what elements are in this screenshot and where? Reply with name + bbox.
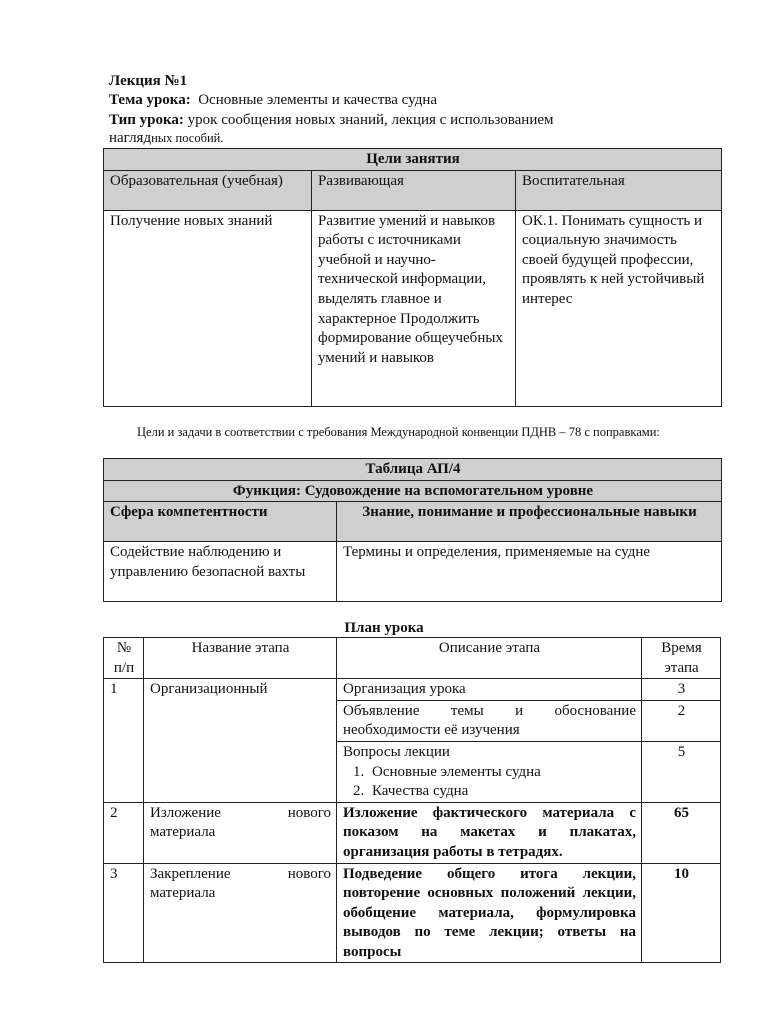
lecture-questions-label: Вопросы лекции bbox=[343, 743, 450, 760]
ap-table-title: Таблица АП/4 bbox=[104, 459, 722, 481]
plan-col-time: Время этапа bbox=[642, 638, 721, 679]
plan-row-1-stage: Организационный bbox=[144, 679, 337, 803]
plan-title: План урока bbox=[344, 620, 424, 636]
topic-text: Основные элементы и качества судна bbox=[198, 92, 438, 108]
goals-cell-developing: Развитие умений и навыков работы с источниками учебной и научно-технической информации, выделять главное и характерное Продолжить формирование общеучебных умений и навыков bbox=[312, 210, 516, 406]
type-line-2 bbox=[109, 129, 223, 147]
table-row bbox=[104, 679, 721, 701]
ap-col-knowledge: Знание, понимание и профессиональные навыки bbox=[337, 502, 722, 542]
lecture-questions-list bbox=[343, 763, 636, 802]
lecture-title: Лекция №1 bbox=[109, 73, 188, 89]
ap-table bbox=[103, 458, 722, 602]
plan-row-1-time-1: 3 bbox=[642, 679, 721, 701]
list-item: 1. Основные элементы судна bbox=[368, 763, 636, 783]
plan-row-3-time: 10 bbox=[642, 863, 721, 962]
plan-row-2-desc: Изложение фактического материала с показом на макетах и плакатах, организация работы в тетрадях. bbox=[337, 802, 642, 863]
plan-row-3-stage: Закрепление нового материала bbox=[144, 863, 337, 962]
goals-title: Цели занятия bbox=[104, 149, 722, 171]
type-text: урок сообщения новых знаний, лекция с использованием bbox=[187, 112, 554, 128]
goals-table bbox=[103, 148, 722, 407]
ap-cell-competence: Содействие наблюдению и управлению безопасной вахты bbox=[104, 542, 337, 602]
plan-col-num: № п/п bbox=[104, 638, 144, 679]
plan-row-1-desc-1: Организация урока bbox=[337, 679, 642, 701]
goals-col-upbringing: Воспитательная bbox=[516, 170, 722, 210]
plan-row-1-num: 1 bbox=[104, 679, 144, 803]
plan-row-1-desc-2: Объявление темы и обоснование необходимости её изучения bbox=[337, 700, 642, 741]
goals-cell-educational: Получение новых знаний bbox=[104, 210, 312, 406]
plan-row-3-num: 3 bbox=[104, 863, 144, 962]
type-label: Тип урока: bbox=[109, 112, 184, 128]
ap-table-function: Функция: Судовождение на вспомогательном уровне bbox=[104, 480, 722, 502]
type-line bbox=[109, 111, 554, 129]
plan-col-desc: Описание этапа bbox=[337, 638, 642, 679]
plan-row-2-time: 65 bbox=[642, 802, 721, 863]
plan-row-3-desc bbox=[337, 863, 642, 962]
plan-col-stage: Название этапа bbox=[144, 638, 337, 679]
ap-col-competence: Сфера компетентности bbox=[104, 502, 337, 542]
topic-label: Тема урока: bbox=[109, 92, 191, 108]
plan-row-2-num: 2 bbox=[104, 802, 144, 863]
plan-table bbox=[103, 637, 721, 963]
type-text-2b: ных пособий. bbox=[151, 131, 224, 145]
plan-row-1-time-3: 5 bbox=[642, 741, 721, 802]
list-item: 2. Качества судна bbox=[368, 782, 636, 802]
plan-row-1-time-2: 2 bbox=[642, 700, 721, 741]
type-text-2a: нагляд bbox=[109, 130, 152, 146]
table-row bbox=[104, 863, 721, 962]
plan-row-1-desc-3 bbox=[337, 741, 642, 802]
topic-line bbox=[109, 91, 437, 109]
ap-cell-knowledge: Термины и определения, применяемые на судне bbox=[337, 542, 722, 602]
table-row bbox=[104, 802, 721, 863]
goals-cell-upbringing: ОК.1. Понимать сущность и социальную значимость своей будущей профессии, проявлять к ней устойчивый интерес bbox=[516, 210, 722, 406]
plan-row-2-stage: Изложение нового материала bbox=[144, 802, 337, 863]
goals-col-developing: Развивающая bbox=[312, 170, 516, 210]
plan-row-3-desc-text: Подведение общего итога лекции, повторение основных положений лекции, обобщение материала, формулировка выводов по теме лекции; ответы на вопросы bbox=[343, 865, 636, 960]
goals-col-educational: Образовательная (учебная) bbox=[104, 170, 312, 210]
convention-note: Цели и задачи в соответствии с требования Международной конвенции ПДНВ – 78 с поправками: bbox=[137, 425, 660, 439]
